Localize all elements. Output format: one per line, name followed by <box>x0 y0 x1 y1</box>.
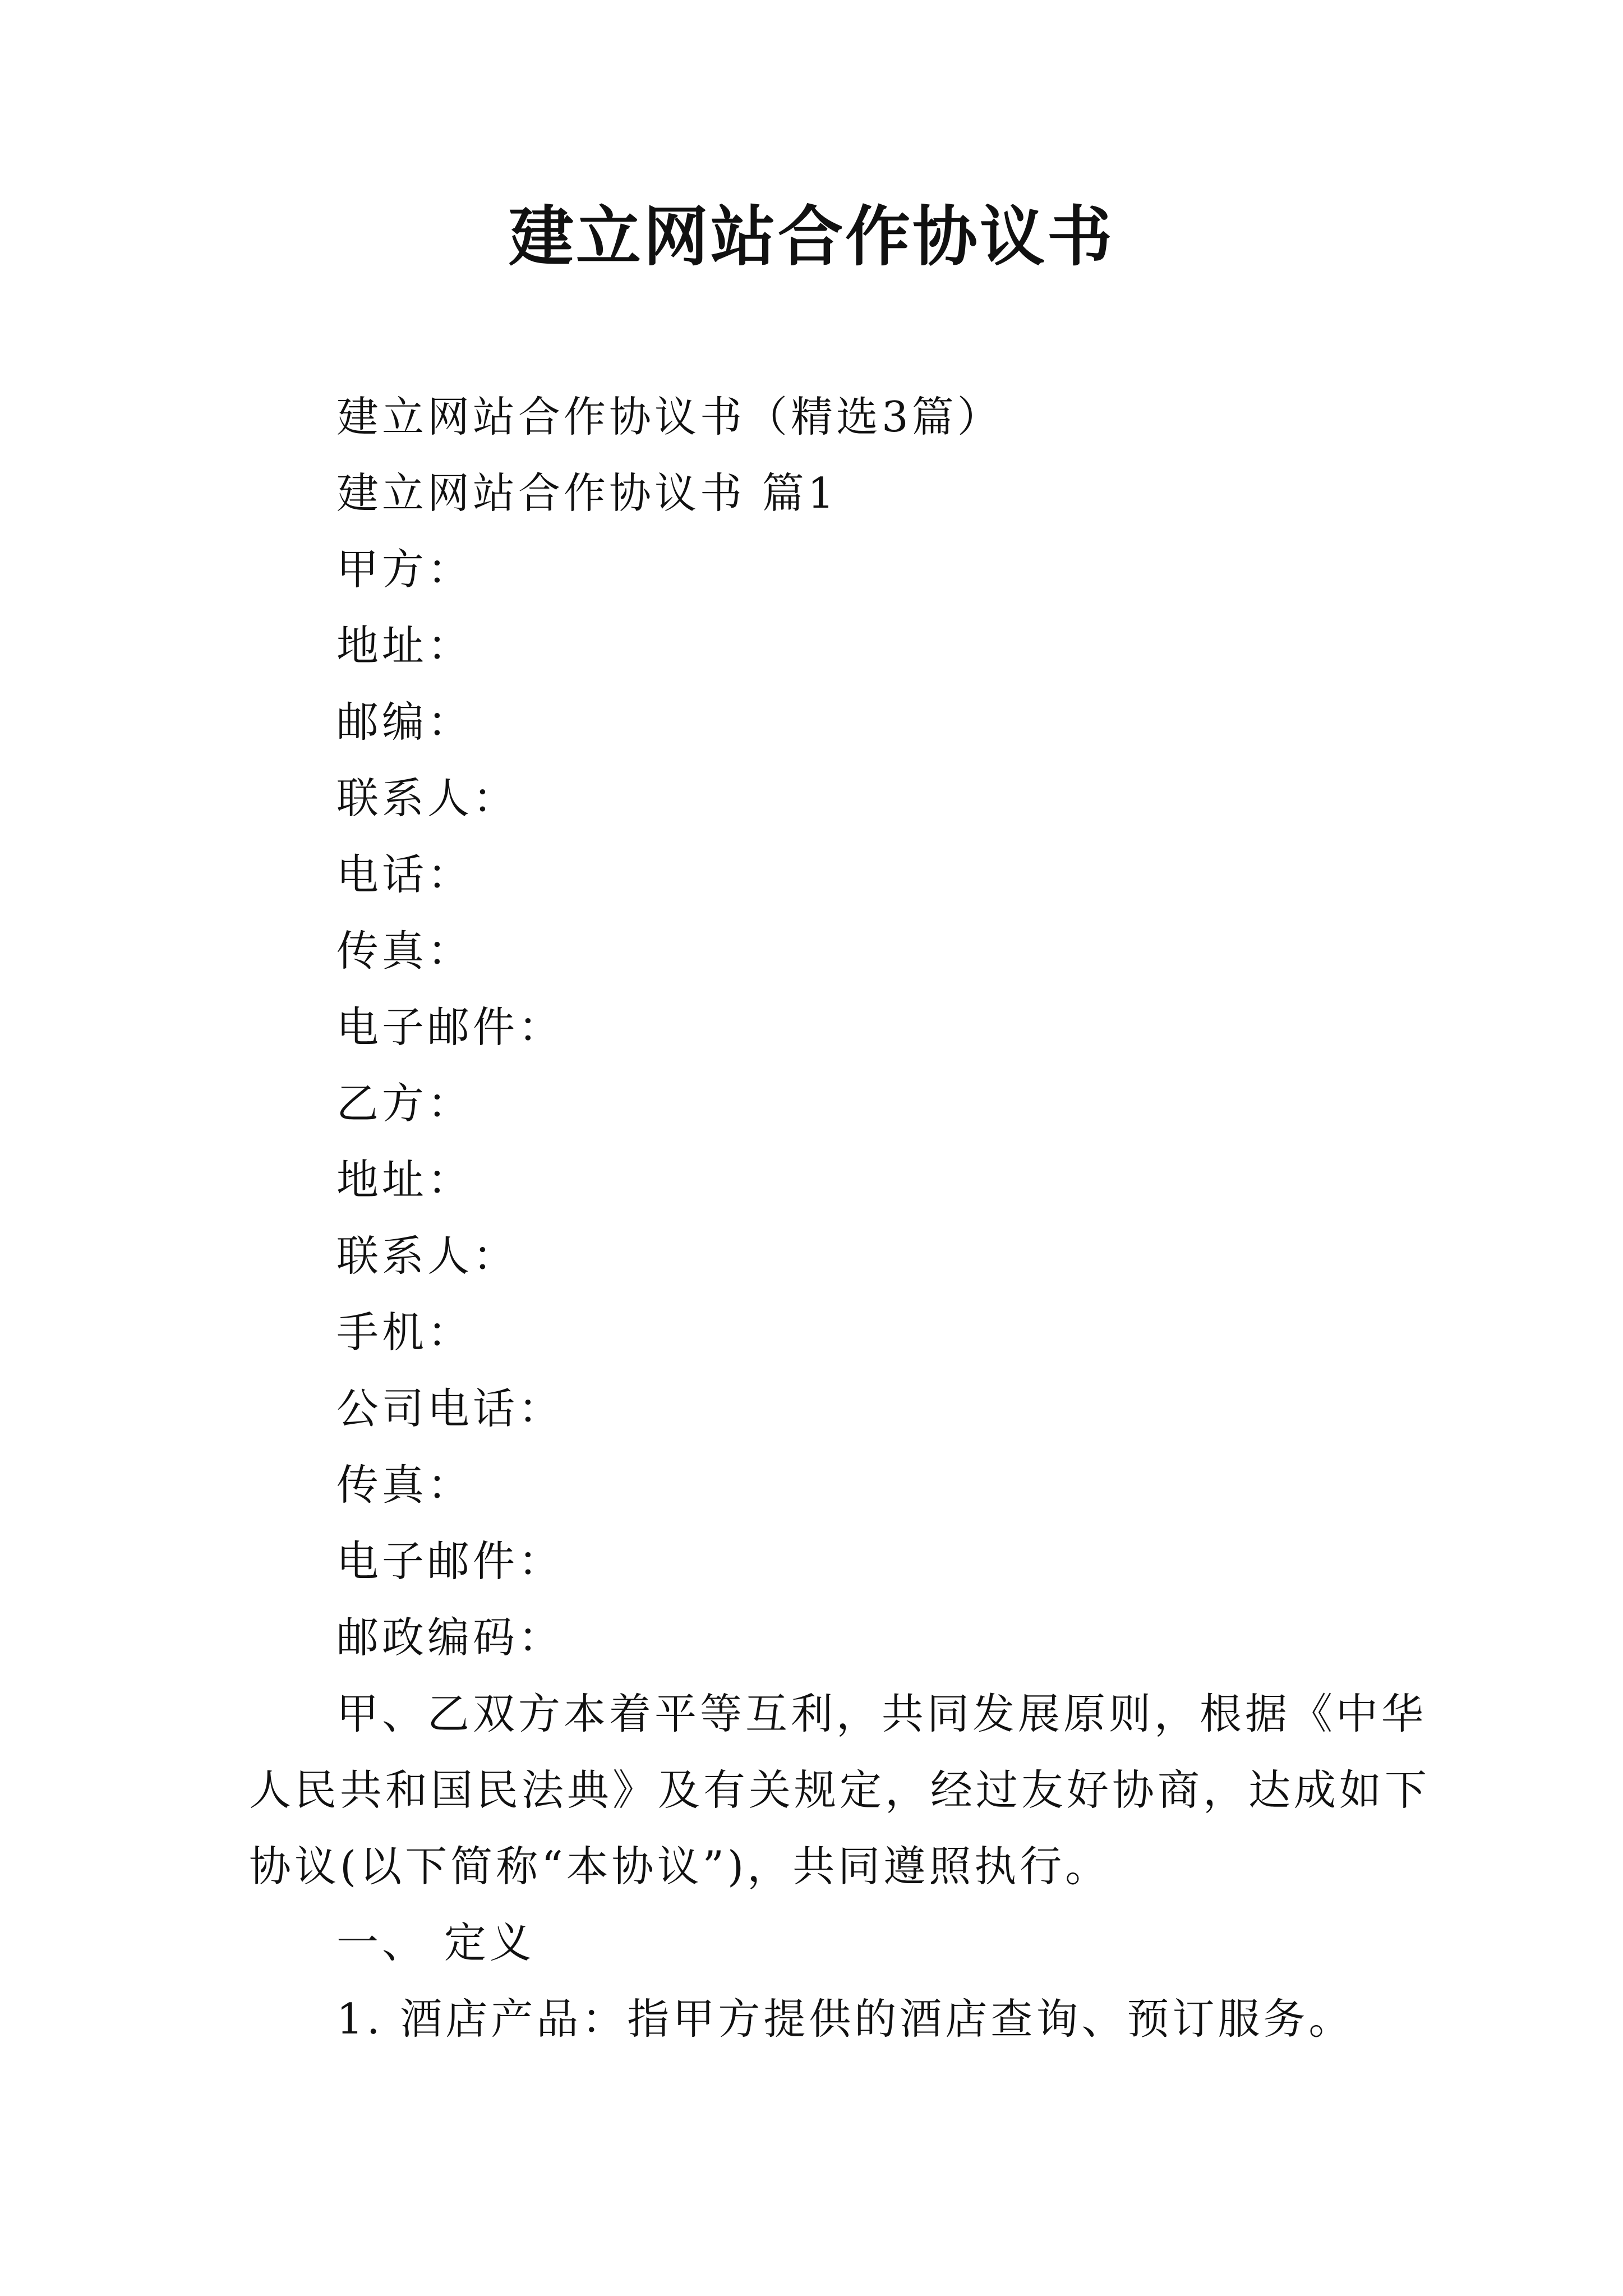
clause-1-1: 1. 酒店产品：指甲方提供的酒店查询、预订服务。 <box>336 1994 1354 2044</box>
section-1-heading: 一、 定义 <box>336 1918 535 1967</box>
preamble-line-2: 人民共和国民法典》及有关规定，经过友好协商，达成如下 <box>249 1765 1431 1815</box>
party-a-fax-label: 传真： <box>336 926 473 976</box>
party-b-fax-label: 传真： <box>336 1460 473 1510</box>
party-a-email-label: 电子邮件： <box>336 1002 564 1052</box>
party-a-phone-label: 电话： <box>336 850 473 899</box>
party-b-address-label: 地址： <box>336 1155 473 1204</box>
document-title: 建立网站合作协议书 <box>509 199 1114 275</box>
party-b-company-phone-label: 公司电话： <box>336 1384 564 1433</box>
party-a-postcode-label: 邮编： <box>336 697 473 747</box>
party-b-mobile-label: 手机： <box>336 1308 473 1357</box>
party-b-label: 乙方： <box>336 1079 473 1128</box>
preamble-line-1: 甲、乙双方本着平等互利，共同发展原则，根据《中华 <box>336 1689 1427 1738</box>
party-a-label: 甲方： <box>336 545 473 594</box>
subtitle-selected-3: 建立网站合作协议书（精选3篇） <box>336 392 1003 441</box>
party-b-contact-label: 联系人： <box>336 1231 519 1281</box>
party-a-contact-label: 联系人： <box>336 774 519 823</box>
party-b-email-label: 电子邮件： <box>336 1536 564 1586</box>
part-1-heading: 建立网站合作协议书 篇1 <box>336 468 838 518</box>
preamble-line-3: 协议(以下简称“本协议”)，共同遵照执行。 <box>249 1842 1111 1891</box>
party-a-address-label: 地址： <box>336 621 473 670</box>
party-b-postcode-label: 邮政编码： <box>336 1613 564 1662</box>
